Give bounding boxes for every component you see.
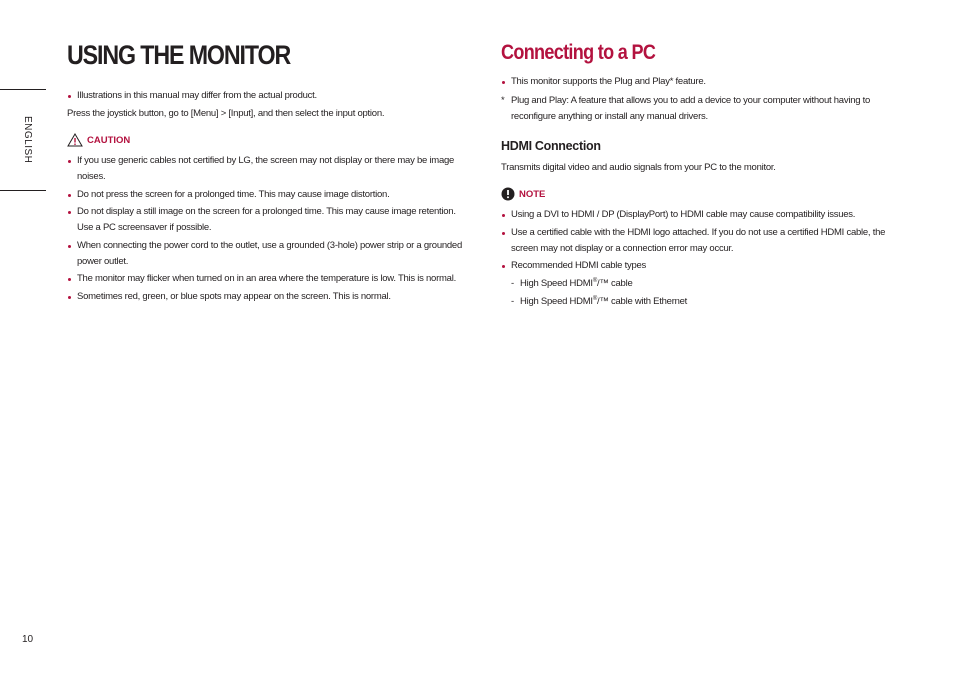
intro-bullet: Illustrations in this manual may differ from the actual product. (67, 88, 471, 104)
caution-list (67, 153, 471, 306)
caution-item: When connecting the power cord to the outlet, use a grounded (3-hole) power strip or a grounded power outlet. (67, 238, 471, 270)
note-heading (501, 187, 545, 201)
caution-item: Sometimes red, green, or blue spots may appear on the screen. This is normal. (67, 289, 471, 305)
note-item: Use a certified cable with the HDMI logo attached. If you do not use a certified HDMI cable, the screen may not display or a connection error may occur. (501, 225, 911, 257)
pnp-note-text: Plug and Play: A feature that allows you to add a device to your computer without having to reconfigure anything or install any manual drivers. (511, 95, 871, 122)
cable-type-item: - High Speed HDMI®/™ cable with Ethernet (511, 294, 911, 310)
note-exclamation-icon (501, 187, 515, 201)
intro-text: Press the joystick button, go to [Menu] > [Input], and then select the input option. (67, 107, 385, 119)
intro-block (67, 88, 471, 122)
note-item: Using a DVI to HDMI / DP (DisplayPort) to HDMI cable may cause compatibility issues. (501, 207, 911, 223)
cable-type-item: - High Speed HDMI®/™ cable (511, 276, 911, 292)
page-number: 10 (22, 634, 34, 645)
caution-heading (67, 133, 130, 147)
caution-item: The monitor may flicker when turned on in an area where the temperature is low. This is normal. (67, 271, 471, 287)
note-label: NOTE (519, 188, 546, 200)
note-item: Recommended HDMI cable types (501, 258, 911, 274)
section-title: Connecting to a PC (501, 41, 656, 64)
pnp-note (501, 93, 911, 125)
note-list (501, 207, 911, 312)
caution-triangle-icon (67, 133, 83, 147)
sidebar-rule-top (0, 89, 46, 90)
pnp-block (501, 74, 911, 125)
caution-item: If you use generic cables not certified by LG, the screen may not display or there may be image noises. (67, 153, 471, 185)
sidebar-rule-bottom (0, 190, 46, 191)
hdmi-heading: HDMI Connection (501, 139, 601, 153)
caution-label: CAUTION (87, 134, 131, 146)
page-title: USING THE MONITOR (67, 40, 291, 70)
hdmi-text: Transmits digital video and audio signals from your PC to the monitor. (501, 162, 776, 173)
asterisk: * (501, 95, 505, 106)
caution-item: Do not display a still image on the screen for a prolonged time. This may cause image retention. Use a PC screensaver if possible. (67, 204, 471, 236)
caution-item: Do not press the screen for a prolonged time. This may cause image distortion. (67, 187, 471, 203)
language-tab: ENGLISH (22, 116, 33, 164)
pnp-bullet: This monitor supports the Plug and Play* feature. (501, 74, 911, 90)
